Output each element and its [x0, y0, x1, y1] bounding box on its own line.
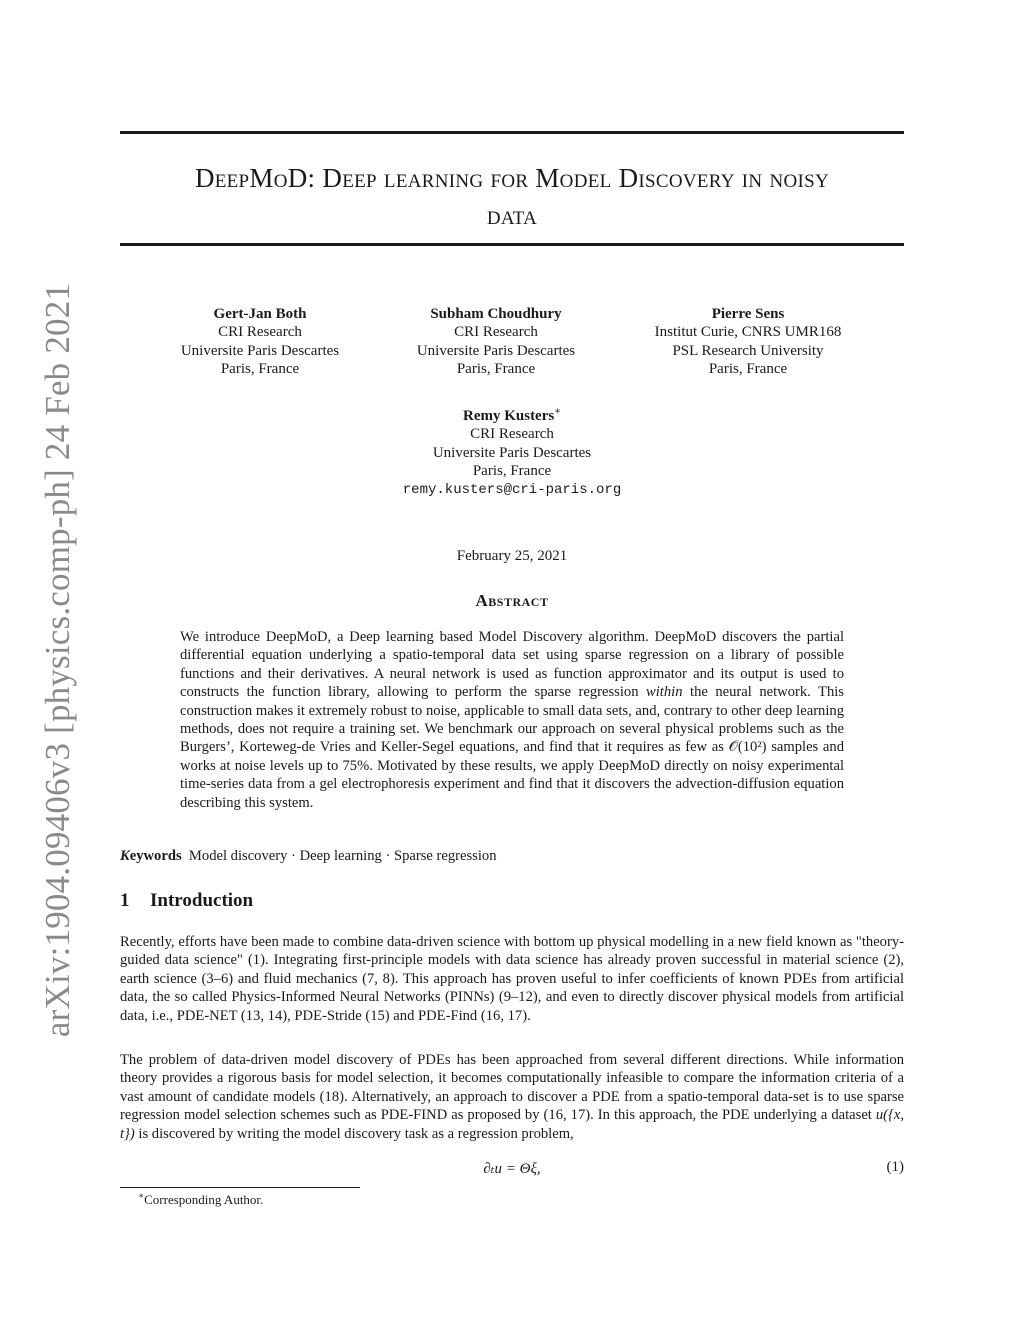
title-line-1: DeepMoD: Deep learning for Model Discovery in noisy	[194, 163, 830, 193]
author-email: remy.kusters@cri-paris.org	[402, 481, 622, 498]
corresponding-marker: ∗	[554, 406, 562, 417]
equation-1	[120, 1159, 904, 1181]
title-top-rule	[120, 131, 904, 134]
footnote-marker: ∗	[138, 1190, 145, 1201]
intro-paragraph-2: The problem of data-driven model discovery of PDEs has been approached from several different directions. While information theory provides a rigorous basis for model selection, it becomes computationally infeasible to compare the information criteria of a vast amount of candidate models (18). Alternatively, an approach to discover a PDE from a spatio-temporal data-set is to use sparse regression model selection schemes such as PDE-FIND as proposed by (16, 17). In this approach, the PDE underlying a dataset u({x, t}) is discovered by writing the model discovery task as a regression problem,	[120, 1052, 904, 1142]
author-affiliation: Paris, France	[456, 361, 536, 378]
author-affiliation: Paris, France	[708, 361, 788, 378]
author-name: Remy Kusters∗	[462, 406, 562, 424]
section-heading-introduction	[120, 890, 253, 912]
keywords-label: Keywords	[120, 848, 182, 864]
paper-title	[120, 160, 904, 234]
math-noise-level: 75%	[342, 757, 370, 774]
footnote	[138, 1192, 263, 1208]
author-affiliation: CRI Research	[218, 324, 302, 341]
author-block-2	[382, 305, 610, 379]
author-block-3	[628, 305, 868, 379]
author-affiliation: Institut Curie, CNRS UMR168	[654, 324, 842, 341]
author-block-1	[150, 305, 370, 379]
author-name: Subham Choudhury	[430, 306, 562, 322]
footnote-rule	[120, 1187, 360, 1188]
emphasis-within: within	[646, 684, 683, 701]
paper-date: February 25, 2021	[456, 548, 568, 564]
equation-number: (1)	[886, 1159, 904, 1175]
section-number: 1	[120, 890, 130, 911]
abstract-body: We introduce DeepMoD, a Deep learning based Model Discovery algorithm. DeepMoD discovers the partial differential equation underlying a spatio-temporal data set using sparse regression on a library of possible functions and their derivatives. A neural network is used as function approximator and its output is used to constructs the function library, allowing to perform the sparse regression within the neural network. This construction makes it extremely robust to noise, applicable to small data sets, and, contrary to other deep learning methods, does not require a training set. We benchmark our approach on several physical problems such as the Burgers’, Korteweg-de Vries and Keller-Segel equations, and find that it requires as few as 𝒪(10²) samples and works at noise levels up to 75%. Motivated by these results, we apply DeepMoD directly on noisy experimental time-series data from a gel electrophoresis experiment and find that it discovers the advection-diffusion equation describing this system.	[180, 629, 844, 811]
intro-paragraph-1: Recently, efforts have been made to combine data-driven science with bottom up physical modelling in a new field known as "theory-guided data science" (1). Integrating first-principle models with data science has already proven successful in material science (2), earth science (3–6) and fluid mechanics (7, 8). This approach has proven useful to infer coefficients of known PDEs from artificial data, the so called Physics-Informed Neural Networks (PINNs) (9–12), and even to directly discover physical models from artificial data, i.e., PDE-NET (13, 14), PDE-Stride (15) and PDE-Find (16, 17).	[120, 934, 904, 1024]
author-name: Pierre Sens	[711, 306, 785, 322]
math-order-samples: 𝒪(10²)	[728, 739, 767, 756]
author-affiliation: Universite Paris Descartes	[432, 444, 592, 461]
arxiv-sidebar-stamp: arXiv:1904.09406v3 [physics.comp-ph] 24 Feb 2021	[38, 282, 77, 1038]
author-affiliation: Universite Paris Descartes	[180, 342, 340, 359]
keywords-line	[120, 848, 497, 865]
author-affiliation: CRI Research	[454, 324, 538, 341]
author-affiliation: Universite Paris Descartes	[416, 342, 576, 359]
author-block-4	[362, 407, 662, 499]
author-affiliation: CRI Research	[470, 426, 554, 443]
math-dataset: u({x, t})	[120, 1107, 904, 1142]
abstract-heading: Abstract	[475, 591, 549, 610]
author-name: Gert-Jan Both	[213, 306, 307, 322]
author-affiliation: Paris, France	[220, 361, 300, 378]
footnote-text: Corresponding Author.	[144, 1192, 264, 1207]
keywords-text: Model discovery · Deep learning · Sparse regression	[188, 848, 497, 864]
author-affiliation: PSL Research University	[672, 342, 824, 359]
title-bottom-rule	[120, 243, 904, 246]
section-title: Introduction	[150, 890, 254, 911]
author-affiliation: Paris, France	[472, 463, 552, 480]
equation-body: ∂ₜu = Θξ,	[483, 1161, 541, 1177]
title-line-2: data	[486, 200, 538, 230]
